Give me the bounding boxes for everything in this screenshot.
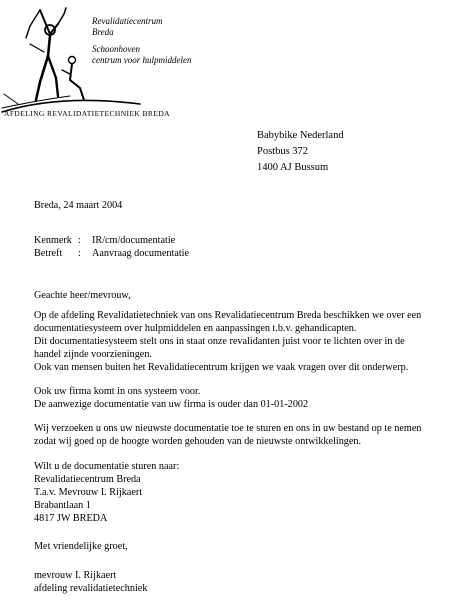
kenmerk-label: Kenmerk [34,235,72,246]
department-banner: AFDELING REVALIDATIETECHNIEK BREDA [4,109,170,118]
betreft-label: Betreft [34,248,63,259]
body-line: documentatiesysteem over hulpmiddelen en aanpassingen t.b.v. gehandicapten. [34,323,357,334]
body-line: Wij verzoeken u ons uw nieuwste documentatie toe te sturen en ons in uw bestand op te nemen [34,423,422,434]
body-line: Op de afdeling Revalidatietechniek van ons Revalidatiecentrum Breda beschikken we over een [34,310,422,321]
signature-name: mevrouw I. Rijkaert [34,570,117,581]
send-to-line2: T.a.v. Mevrouw I. Rijkaert [34,487,143,498]
kenmerk-separator: : [78,235,81,246]
recipient-name: Babybike Nederland [257,130,344,141]
salutation: Geachte heer/mevrouw, [34,290,131,301]
betreft-separator: : [78,248,81,259]
recipient-city: 1400 AJ Bussum [257,162,329,173]
closing: Met vriendelijke groet, [34,541,128,552]
send-to-line3: Brabantlaan 1 [34,500,91,511]
body-line: De aanwezige documentatie van uw firma is ouder dan 01-01-2002 [34,399,309,410]
recipient-postbox: Postbus 372 [257,146,309,157]
send-to-intro: Wilt u de documentatie sturen naar: [34,461,180,472]
org-name-line2: Breda [92,27,114,37]
send-to-line4: 4817 JW BREDA [34,513,108,524]
kenmerk-value: IR/cm/documentatie [92,235,176,246]
send-to-line1: Revalidatiecentrum Breda [34,474,141,485]
org-name-line3: Schoonhoven [92,44,140,54]
body-line: Ook uw firma komt in ons systeem voor. [34,386,201,397]
body-line: zodat wij goed op de hoogte worden gehouden van de nieuwste ontwikkelingen. [34,436,362,447]
body-line: Ook van mensen buiten het Revalidatiecentrum krijgen we vaak vragen over dit onderwerp. [34,362,409,373]
betreft-value: Aanvraag documentatie [92,248,190,259]
signature-department: afdeling revalidatietechniek [34,583,148,594]
org-name-line4: centrum voor hulpmiddelen [92,55,192,65]
body-line: handel zijnde voorzieningen. [34,349,152,360]
org-name-line1: Revalidatiecentrum [92,16,163,26]
place-date: Breda, 24 maart 2004 [34,200,123,211]
body-line: Dit documentatiesysteem stelt ons in staat onze revalidanten juist voor te lichten over in de [34,336,405,347]
